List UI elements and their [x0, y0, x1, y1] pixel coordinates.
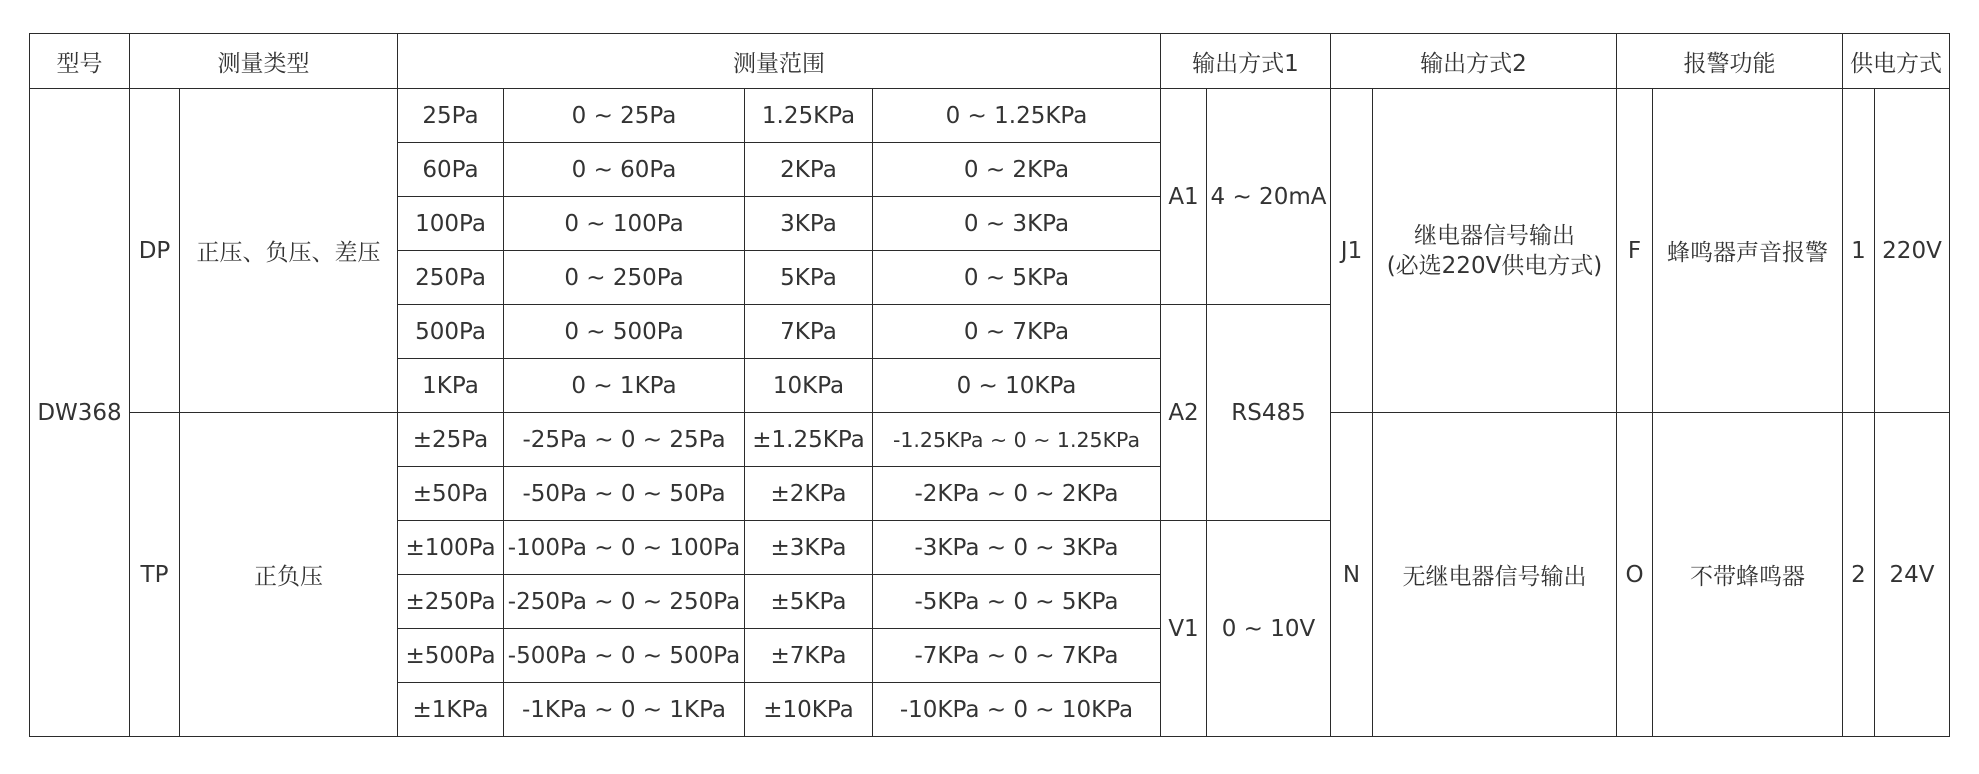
- range-cell: ±2KPa: [745, 467, 873, 521]
- range-cell: 0 ~ 1.25KPa: [873, 89, 1161, 143]
- range-cell: 0 ~ 3KPa: [873, 197, 1161, 251]
- type-name-dp: 正压、负压、差压: [180, 89, 398, 413]
- alarm-name-o: 不带蜂鸣器: [1653, 413, 1843, 737]
- range-cell: -1.25KPa ~ 0 ~ 1.25KPa: [873, 413, 1161, 467]
- range-cell: ±25Pa: [398, 413, 504, 467]
- range-cell: ±100Pa: [398, 521, 504, 575]
- range-cell: 0 ~ 250Pa: [504, 251, 745, 305]
- range-cell: 0 ~ 1KPa: [504, 359, 745, 413]
- power-value-24v: 24V: [1875, 413, 1950, 737]
- range-cell: 0 ~ 10KPa: [873, 359, 1161, 413]
- power-code-2: 2: [1843, 413, 1875, 737]
- type-code-dp: DP: [130, 89, 180, 413]
- range-cell: -3KPa ~ 0 ~ 3KPa: [873, 521, 1161, 575]
- alarm-code-o: O: [1617, 413, 1653, 737]
- output2-desc-j1-line1: 继电器信号输出: [1414, 222, 1575, 249]
- header-measure-type: 测量类型: [130, 34, 398, 89]
- alarm-name-f: 蜂鸣器声音报警: [1653, 89, 1843, 413]
- output1-code-v1: V1: [1161, 521, 1207, 737]
- range-cell: 250Pa: [398, 251, 504, 305]
- output1-code-a1: A1: [1161, 89, 1207, 305]
- range-cell: -25Pa ~ 0 ~ 25Pa: [504, 413, 745, 467]
- range-cell: -2KPa ~ 0 ~ 2KPa: [873, 467, 1161, 521]
- type-code-tp: TP: [130, 413, 180, 737]
- range-cell: 1.25KPa: [745, 89, 873, 143]
- header-alarm: 报警功能: [1617, 34, 1843, 89]
- range-cell: -500Pa ~ 0 ~ 500Pa: [504, 629, 745, 683]
- range-cell: 5KPa: [745, 251, 873, 305]
- range-cell: ±7KPa: [745, 629, 873, 683]
- output2-code-j1: J1: [1331, 89, 1373, 413]
- range-cell: ±500Pa: [398, 629, 504, 683]
- range-cell: 1KPa: [398, 359, 504, 413]
- range-cell: ±1KPa: [398, 683, 504, 737]
- output2-desc-j1: [1373, 89, 1617, 413]
- range-cell: -250Pa ~ 0 ~ 250Pa: [504, 575, 745, 629]
- range-cell: 0 ~ 2KPa: [873, 143, 1161, 197]
- range-cell: 0 ~ 7KPa: [873, 305, 1161, 359]
- range-cell: ±1.25KPa: [745, 413, 873, 467]
- range-cell: -1KPa ~ 0 ~ 1KPa: [504, 683, 745, 737]
- range-cell: ±50Pa: [398, 467, 504, 521]
- range-cell: 2KPa: [745, 143, 873, 197]
- output2-desc-j1-line2: (必选220V供电方式): [1386, 252, 1603, 279]
- output1-code-a2: A2: [1161, 305, 1207, 521]
- range-cell: 25Pa: [398, 89, 504, 143]
- range-cell: 0 ~ 5KPa: [873, 251, 1161, 305]
- range-cell: 0 ~ 60Pa: [504, 143, 745, 197]
- range-cell: 10KPa: [745, 359, 873, 413]
- header-measure-range: 测量范围: [398, 34, 1161, 89]
- range-cell: 0 ~ 500Pa: [504, 305, 745, 359]
- range-cell: 100Pa: [398, 197, 504, 251]
- range-cell: -10KPa ~ 0 ~ 10KPa: [873, 683, 1161, 737]
- range-cell: 60Pa: [398, 143, 504, 197]
- range-cell: -100Pa ~ 0 ~ 100Pa: [504, 521, 745, 575]
- header-row: [30, 34, 1950, 89]
- range-cell: -7KPa ~ 0 ~ 7KPa: [873, 629, 1161, 683]
- range-cell: 0 ~ 25Pa: [504, 89, 745, 143]
- output1-value-a1: 4 ~ 20mA: [1207, 89, 1331, 305]
- output1-value-v1: 0 ~ 10V: [1207, 521, 1331, 737]
- range-cell: -5KPa ~ 0 ~ 5KPa: [873, 575, 1161, 629]
- range-cell: 7KPa: [745, 305, 873, 359]
- range-cell: ±10KPa: [745, 683, 873, 737]
- header-power: 供电方式: [1843, 34, 1950, 89]
- alarm-code-f: F: [1617, 89, 1653, 413]
- range-cell: -50Pa ~ 0 ~ 50Pa: [504, 467, 745, 521]
- spec-table: [29, 33, 1950, 737]
- header-model: 型号: [30, 34, 130, 89]
- header-output-1: 输出方式1: [1161, 34, 1331, 89]
- output1-value-a2: RS485: [1207, 305, 1331, 521]
- table-row: [30, 89, 1950, 143]
- type-name-tp: 正负压: [180, 413, 398, 737]
- output2-desc-n: 无继电器信号输出: [1373, 413, 1617, 737]
- range-cell: 500Pa: [398, 305, 504, 359]
- output2-code-n: N: [1331, 413, 1373, 737]
- range-cell: 3KPa: [745, 197, 873, 251]
- range-cell: ±250Pa: [398, 575, 504, 629]
- table-row: [30, 413, 1950, 467]
- range-cell: ±3KPa: [745, 521, 873, 575]
- power-code-1: 1: [1843, 89, 1875, 413]
- power-value-220v: 220V: [1875, 89, 1950, 413]
- range-cell: 0 ~ 100Pa: [504, 197, 745, 251]
- range-cell: ±5KPa: [745, 575, 873, 629]
- model-cell: DW368: [30, 89, 130, 737]
- header-output-2: 输出方式2: [1331, 34, 1617, 89]
